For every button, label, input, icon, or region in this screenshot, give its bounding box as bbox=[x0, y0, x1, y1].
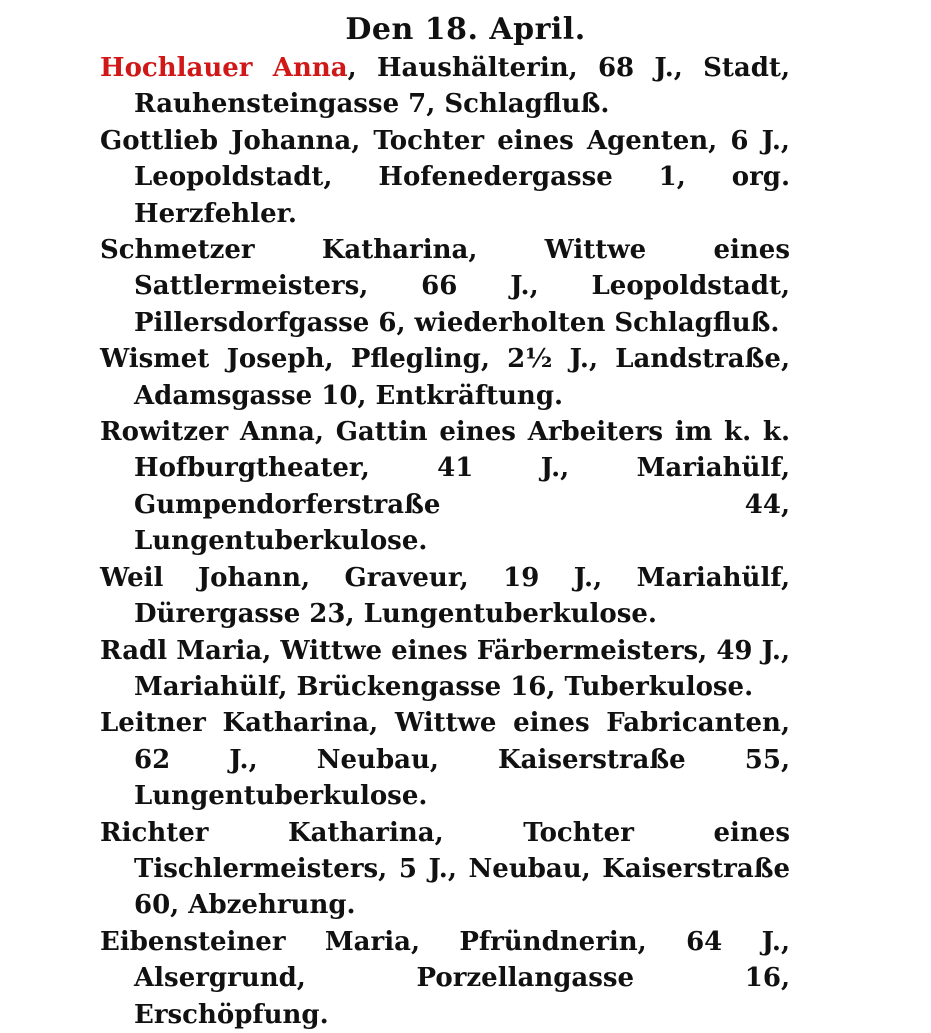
register-entry bbox=[100, 50, 790, 123]
death-register-list bbox=[100, 50, 790, 1033]
register-entry bbox=[100, 414, 790, 560]
entry-name-highlighted: Hochlauer Anna bbox=[100, 53, 348, 83]
register-entry bbox=[100, 633, 790, 706]
entry-name: Rowitzer Anna bbox=[100, 417, 315, 448]
entry-details: , Wittwe eines Färbermeisters, 49 J., Mariahülf, Brückengasse 16, Tuberkulose. bbox=[134, 635, 790, 702]
entry-details: , Graveur, 19 J., Mariahülf, Dürergasse 23, Lungentuberkulose. bbox=[134, 562, 790, 630]
entry-details: , Wittwe eines Fabricanten, 62 J., Neubau, Kaiserstraße 55, Lungentuberkulose. bbox=[134, 708, 790, 812]
entry-details: , Gattin eines Arbeiters im k. k. Hofburgtheater, 41 J., Mariahülf, Gumpendorferstraße 44, Lungentuberkulose. bbox=[134, 417, 790, 557]
entry-name: Wismet Joseph bbox=[100, 344, 325, 375]
entry-name: Leitner Katharina bbox=[100, 708, 370, 739]
entry-details: , Haushälterin, 68 J., Stadt, Rauhensteingasse 7, Schlagfluß. bbox=[134, 53, 790, 120]
register-entry bbox=[100, 341, 790, 414]
entry-name: Schmetzer Katharina bbox=[100, 235, 469, 266]
entry-name: Weil Johann bbox=[100, 562, 302, 593]
register-entry bbox=[100, 123, 790, 232]
entry-name: Radl Maria bbox=[100, 635, 263, 666]
entry-details: , Pfründnerin, 64 J., Alsergrund, Porzellangasse 16, Erschöpfung. bbox=[134, 926, 790, 1030]
entry-details: , Wittwe eines Sattlermeisters, 66 J., Leopoldstadt, Pillersdorfgasse 6, wiederholten Schlagfluß. bbox=[134, 235, 790, 338]
entry-name: Richter Katharina bbox=[100, 817, 435, 848]
page-heading: Den 18. April. bbox=[345, 12, 586, 47]
register-entry bbox=[100, 705, 790, 814]
register-entry bbox=[100, 924, 790, 1033]
register-entry bbox=[100, 560, 790, 633]
register-entry bbox=[100, 232, 790, 341]
entry-details: , Pflegling, 2½ J., Landstraße, Adamsgasse 10, Entkräftung. bbox=[134, 344, 791, 411]
entry-name: Gottlieb Johanna bbox=[100, 125, 352, 156]
entry-details: , Tochter eines Tischlermeisters, 5 J., Neubau, Kaiserstraße 60, Abzehrung. bbox=[134, 817, 790, 921]
entry-name: Eibensteiner Maria bbox=[100, 926, 411, 957]
entry-details: , Tochter eines Agenten, 6 J., Leopoldstadt, Hofenedergasse 1, org. Herzfehler. bbox=[134, 125, 790, 229]
register-entry bbox=[100, 815, 790, 924]
